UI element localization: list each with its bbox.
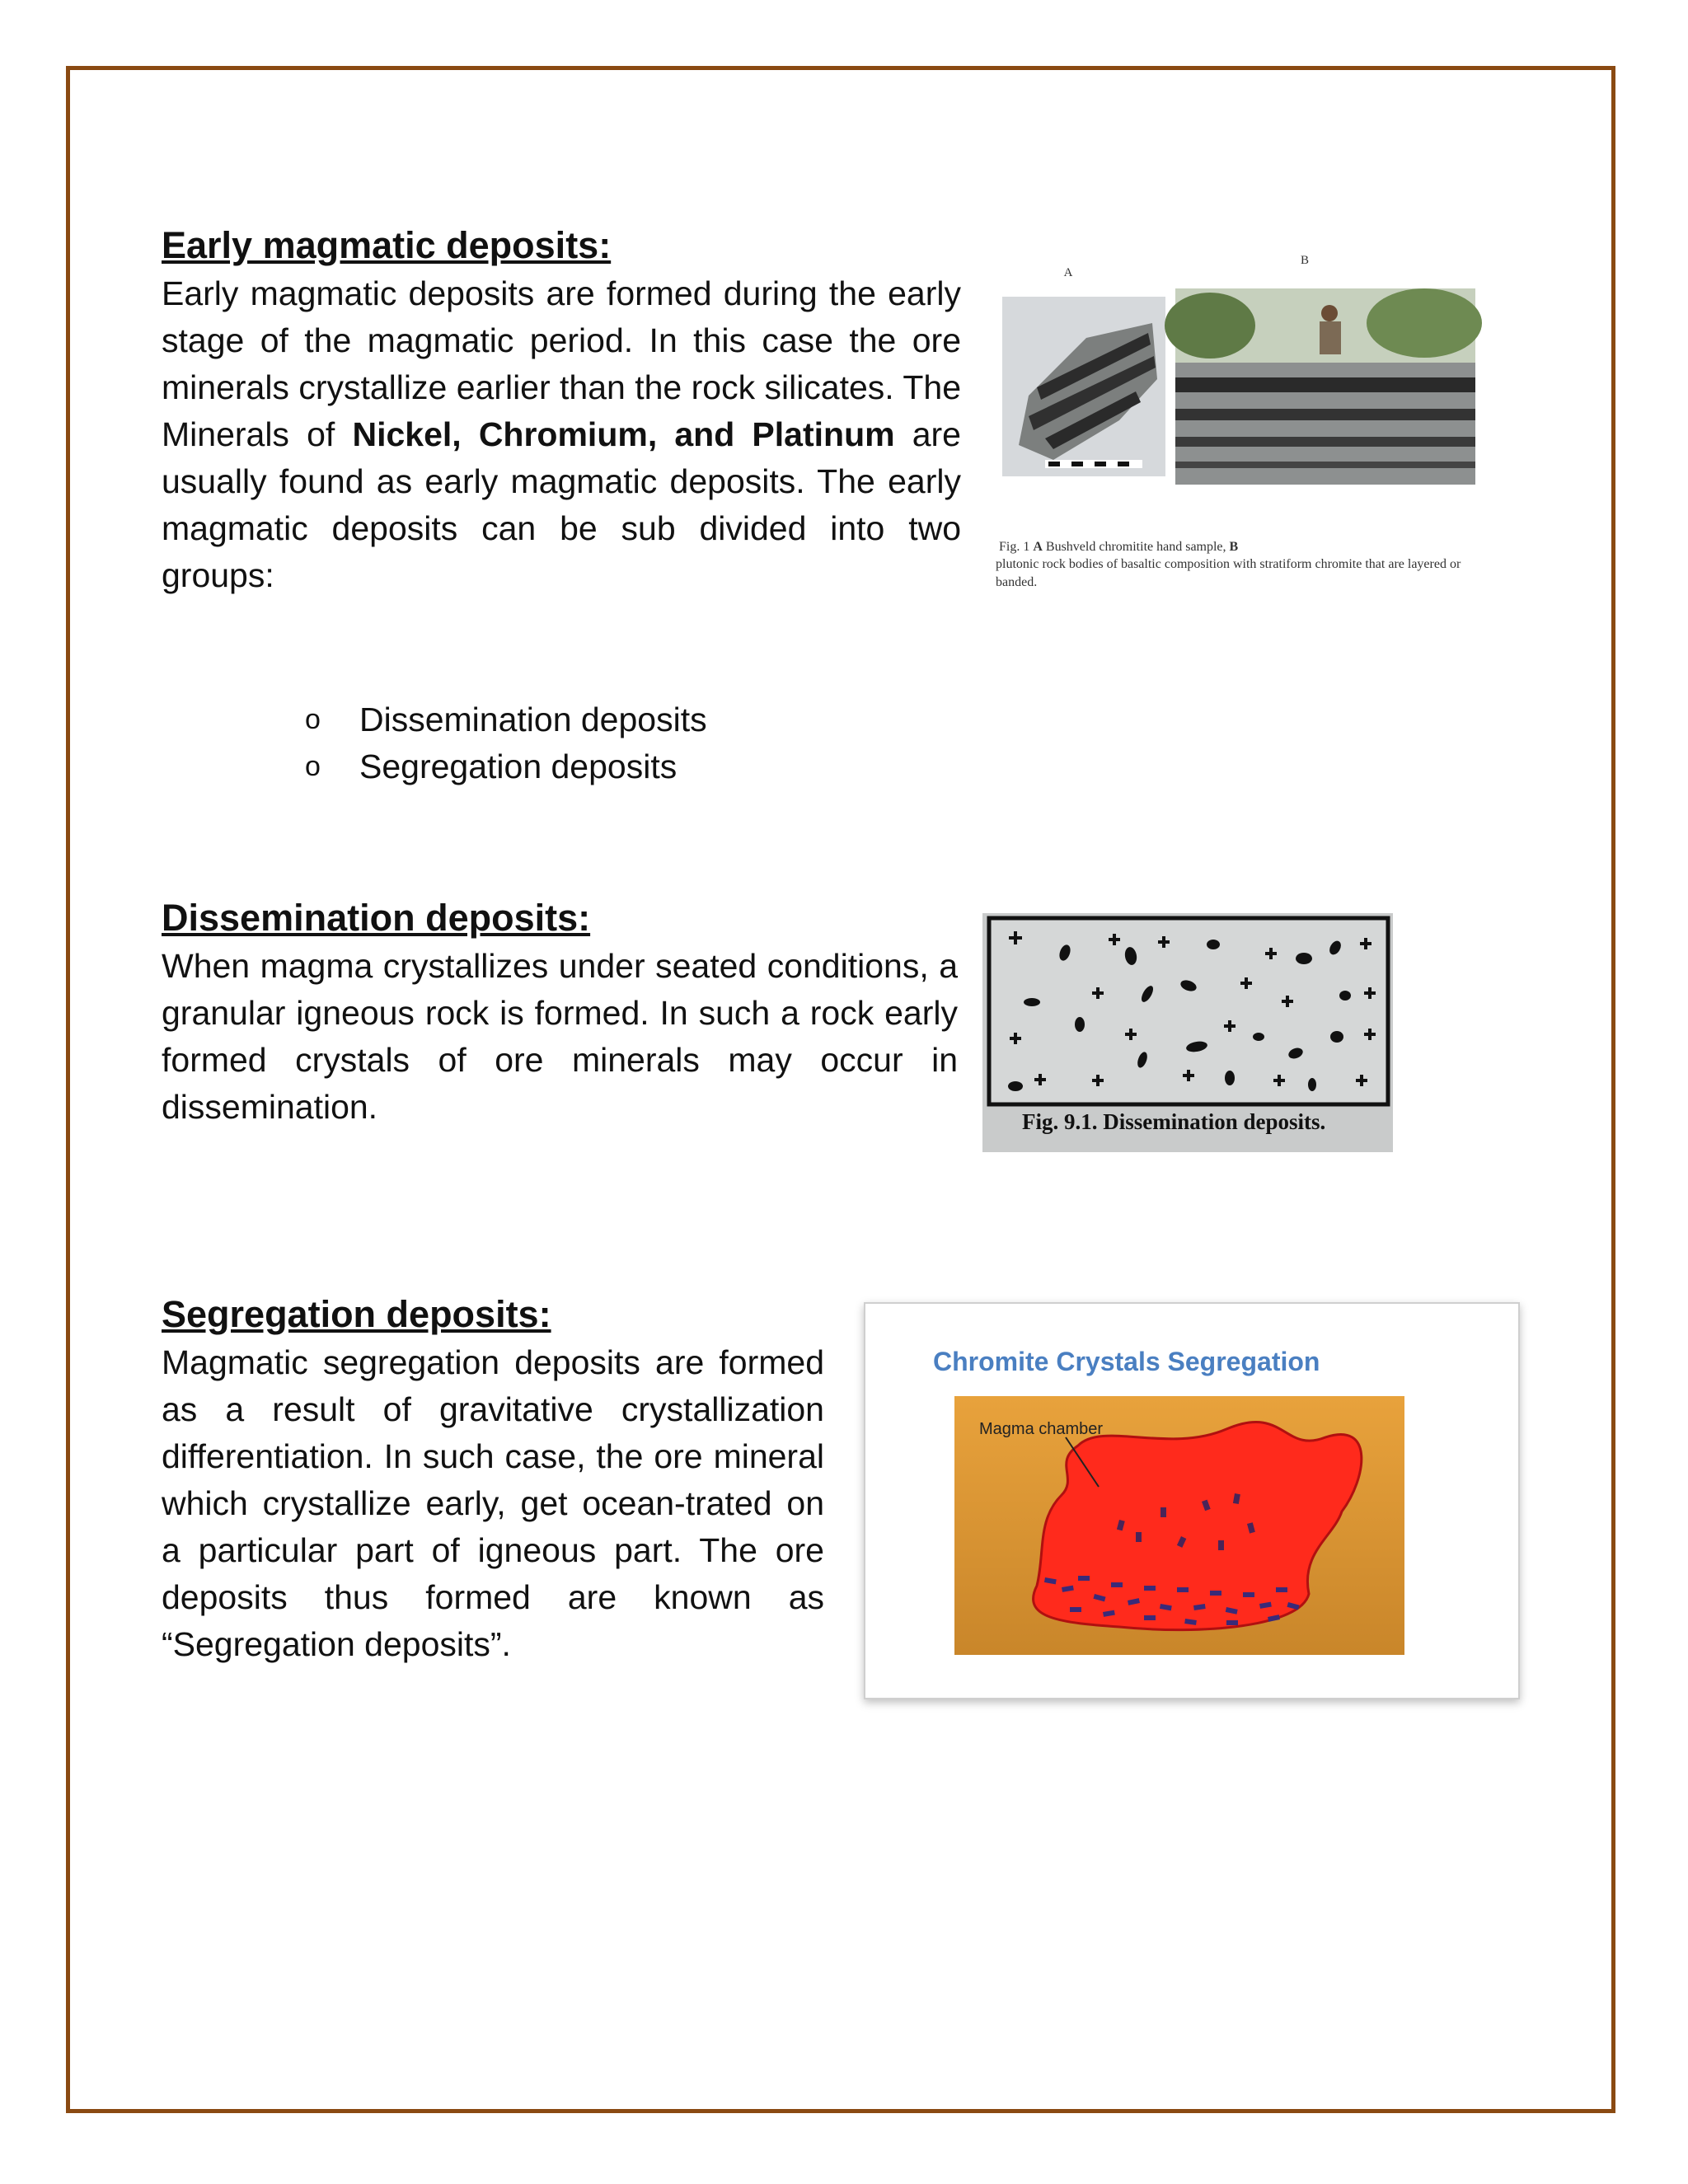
early-magmatic-paragraph (162, 270, 961, 599)
dissemination-section (162, 893, 958, 1131)
early-magmatic-section (162, 221, 961, 599)
figure-1-graphic (996, 247, 1556, 593)
segregation-section (162, 1290, 824, 1668)
fig1-label-a: A (1063, 266, 1073, 279)
figure-bushveld-chromitite (996, 247, 1556, 593)
figure-dissemination (982, 913, 1393, 1152)
bullet-icon: o (305, 751, 321, 782)
fig2-caption: Fig. 9.1. Dissemination deposits. (1022, 1109, 1326, 1134)
early-text-2: are usually found as early magmatic deposits. The early magmatic deposits can be sub divided into two groups: (162, 415, 961, 594)
dissemination-diagram (982, 913, 1393, 1152)
magma-chamber-label: Magma chamber (979, 1420, 1104, 1438)
segregation-paragraph: Magmatic segregation deposits are formed as a result of gravitative crystallization differentiation. In such case, the ore mineral which crystallize early, get ocean-trated on a particular part of igneous part. The ore deposits thus formed are known as “Segregation deposits”. (162, 1343, 824, 1663)
magma-chamber-diagram (954, 1396, 1404, 1655)
fig1-caption-continued: plutonic rock bodies of basaltic composition with stratiform chromite that are layered or banded. (996, 557, 1461, 589)
early-bold-minerals: Nickel, Chromium, and Platinum (352, 415, 895, 453)
early-text-1: Early magmatic deposits are formed during the early stage of the magmatic period. In this case the ore minerals crystallize earlier than the rock silicates. The Minerals of (162, 274, 961, 453)
list-item-label: Dissemination deposits (359, 701, 707, 738)
fig1-label-b: B (1300, 254, 1310, 267)
early-magmatic-heading: Early magmatic deposits: (162, 224, 612, 266)
hand-sample-photo (1002, 297, 1165, 476)
deposit-groups-list (305, 696, 707, 790)
list-item-label: Segregation deposits (359, 748, 678, 785)
list-item (305, 696, 707, 743)
fig1-caption: Fig. 1 A Bushveld chromitite hand sample, B (999, 540, 1239, 554)
bullet-icon: o (305, 704, 321, 735)
segregation-heading: Segregation deposits: (162, 1293, 551, 1335)
fig3-title: Chromite Crystals Segregation (933, 1347, 1320, 1376)
figure-chromite-segregation (864, 1302, 1520, 1699)
outcrop-photo (1165, 288, 1482, 485)
dissemination-heading: Dissemination deposits: (162, 897, 591, 939)
dissemination-paragraph: When magma crystallizes under seated conditions, a granular igneous rock is formed. In such a rock early formed crystals of ore minerals may occur in dissemination. (162, 947, 958, 1126)
list-item (305, 743, 707, 790)
